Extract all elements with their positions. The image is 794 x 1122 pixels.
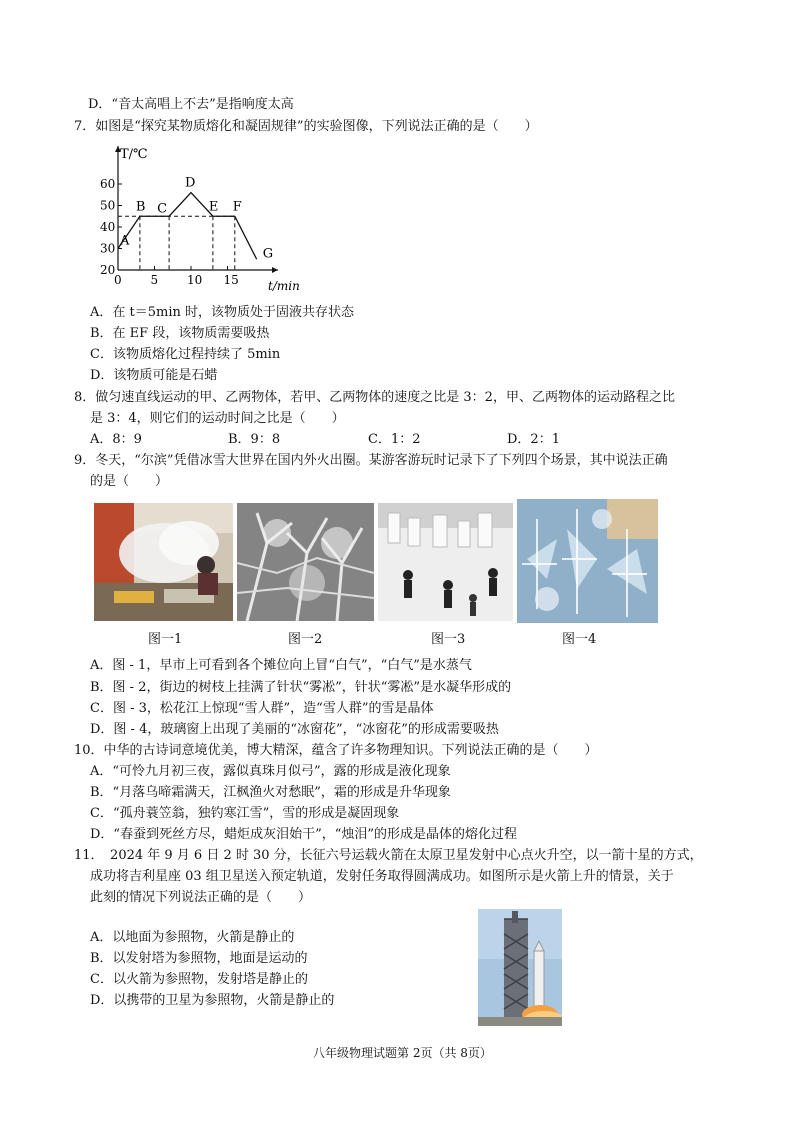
y-tick-label: 30 bbox=[100, 241, 116, 256]
point-label-a: A bbox=[120, 233, 130, 249]
y-tick-label: 40 bbox=[100, 220, 116, 234]
point-label-e: E bbox=[208, 199, 219, 215]
q9-option-b: B．图 - 2，街边的树枝上挂满了针状“雾凇”，针状“雾凇”是水凝华形成的 bbox=[90, 680, 512, 695]
point-label-d: D bbox=[185, 175, 196, 191]
point-label-f: F bbox=[232, 199, 242, 215]
q11-option-c: C．以火箭为参照物，发射塔是静止的 bbox=[90, 972, 308, 987]
figure-3-photo bbox=[378, 503, 513, 621]
x-tick-label: 10 bbox=[187, 273, 203, 287]
q7-option-d: D．该物质可能是石蜡 bbox=[90, 368, 218, 383]
q9-option-a: A．图 - 1，早市上可看到各个摊位向上冒“白气”，“白气”是水蒸气 bbox=[90, 658, 472, 673]
q11-stem-line1: 11． 2024 年 9 月 6 日 2 时 30 分，长征六号运载火箭在太原卫星发射中心点火升空，以一箭十星的方式， bbox=[74, 848, 703, 863]
q10-stem: 10．中华的古诗词意境优美，博大精深，蕴含了许多物理知识。下列说法正确的是（ ） bbox=[74, 743, 598, 758]
q11-option-a: A．以地面为参照物，火箭是静止的 bbox=[90, 930, 295, 945]
rocket-launch-photo bbox=[478, 909, 562, 1026]
point-label-g: G bbox=[262, 246, 274, 262]
q7-stem: 7．如图是“探究某物质熔化和凝固规律”的实验图像，下列说法正确的是（ ） bbox=[74, 119, 538, 134]
q9-stem-line2: 的是（ ） bbox=[90, 474, 169, 489]
figure-2-caption: 图一2 bbox=[288, 632, 323, 647]
q10-option-d: D．“春蚕到死丝方尽，蜡炬成灰泪始干”，“烛泪”的形成是晶体的熔化过程 bbox=[90, 827, 518, 842]
q7-option-a: A．在 t＝5min 时，该物质处于固液共存状态 bbox=[90, 305, 355, 320]
q10-option-c: C．“孤舟蓑笠翁，独钓寒江雪”，雪的形成是凝固现象 bbox=[90, 806, 400, 821]
x-axis-label: t/min bbox=[268, 279, 300, 292]
q9-stem-line1: 9．冬天，“尔滨”凭借冰雪大世界在国内外火出圈。某游客游玩时记录下了下列四个场景，其中说法正确 bbox=[74, 453, 668, 468]
q8-option-c: C．1：2 bbox=[368, 432, 421, 447]
y-tick-label: 60 bbox=[100, 177, 116, 191]
x-axis-arrow bbox=[272, 267, 278, 273]
figure-4-caption: 图一4 bbox=[562, 632, 597, 647]
q10-option-b: B．“月落乌啼霜满天，江枫渔火对愁眠”，霜的形成是升华现象 bbox=[90, 785, 451, 800]
q9-option-c: C．图 - 3，松花江上惊现“雪人群”，造“雪人群”的雪是晶体 bbox=[90, 701, 434, 716]
q11-option-d: D．以携带的卫星为参照物，火箭是静止的 bbox=[90, 993, 335, 1008]
figure-3-caption: 图一3 bbox=[431, 632, 466, 647]
q6-option-d: D．“音太高唱上不去”是指响度太高 bbox=[88, 97, 294, 112]
figure-1-photo bbox=[94, 503, 233, 621]
q11-option-b: B．以发射塔为参照物，地面是运动的 bbox=[90, 951, 308, 966]
x-tick-label: 15 bbox=[223, 273, 239, 287]
point-label-b: B bbox=[135, 199, 146, 215]
figure-1-caption: 图一1 bbox=[148, 632, 183, 647]
q7-option-c: C．该物质熔化过程持续了 5min bbox=[90, 347, 281, 362]
q8-stem-line1: 8．做匀速直线运动的甲、乙两物体，若甲、乙两物体的速度之比是 3：2，甲、乙两物体的运动路程之比 bbox=[74, 390, 675, 405]
q11-stem-line2: 成功将吉利星座 03 组卫星送入预定轨道，发射任务取得圆满成功。如图所示是火箭上升的情景，关于 bbox=[90, 869, 674, 884]
q8-option-a: A．8：9 bbox=[90, 432, 142, 447]
page-footer: 八年级物理试题第 2页（共 8页） bbox=[313, 1046, 492, 1060]
x-tick-label: 5 bbox=[150, 273, 159, 287]
melting-curve-chart bbox=[90, 142, 300, 292]
q7-option-b: B．在 EF 段，该物质需要吸热 bbox=[90, 326, 270, 341]
figure-2-photo bbox=[237, 503, 374, 621]
q8-option-d: D．2：1 bbox=[507, 432, 560, 447]
q9-option-d: D．图 - 4，玻璃窗上出现了美丽的“冰窗花”，“冰窗花”的形成需要吸热 bbox=[90, 722, 499, 737]
q11-stem-line3: 此刻的情况下列说法正确的是（ ） bbox=[90, 890, 312, 905]
y-tick-label: 20 bbox=[100, 263, 116, 277]
q8-stem-line2: 是 3：4，则它们的运动时间之比是（ ） bbox=[90, 411, 345, 426]
y-axis-label: T/℃ bbox=[120, 147, 148, 162]
figure-4-photo bbox=[517, 499, 658, 623]
point-label-c: C bbox=[157, 201, 168, 217]
y-tick-label: 50 bbox=[100, 198, 116, 213]
q8-option-b: B．9：8 bbox=[228, 432, 281, 447]
q10-option-a: A．“可怜九月初三夜，露似真珠月似弓”，露的形成是液化现象 bbox=[90, 764, 451, 779]
x-tick-label: 0 bbox=[114, 273, 122, 287]
